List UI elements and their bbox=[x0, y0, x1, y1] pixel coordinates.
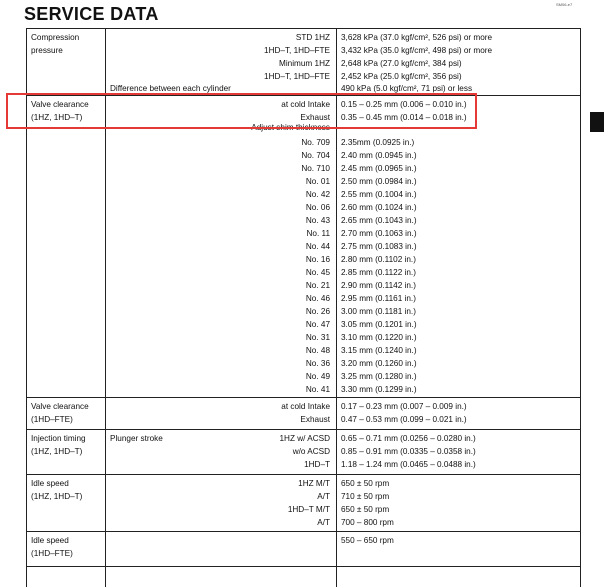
spec-column bbox=[106, 532, 337, 566]
label-line: Compression bbox=[31, 33, 80, 42]
shim-number: No. 49 bbox=[305, 372, 330, 381]
shim-number: No. 709 bbox=[301, 138, 330, 147]
value-text: 650 ± 50 rpm bbox=[341, 505, 390, 514]
spec-text: 1HZ M/T bbox=[298, 479, 330, 488]
spec-column bbox=[106, 567, 337, 587]
spec-text: at cold Intake bbox=[281, 402, 330, 411]
spec-text: STD 1HZ bbox=[295, 33, 330, 42]
spec-text: at cold Intake bbox=[281, 100, 330, 109]
label-line: (1HD–FTE) bbox=[31, 415, 73, 424]
shim-number: No. 36 bbox=[305, 359, 330, 368]
spec-text: w/o ACSD bbox=[292, 447, 330, 456]
shim-thickness: 3.05 mm (0.1201 in.) bbox=[341, 320, 417, 329]
shim-thickness: 2.35mm (0.0925 in.) bbox=[341, 138, 415, 147]
section-label bbox=[27, 96, 106, 397]
section-injection-timing bbox=[27, 430, 580, 475]
spec-left-text: Plunger stroke bbox=[110, 434, 163, 443]
value-column bbox=[337, 532, 580, 566]
label-line: Idle speed bbox=[31, 479, 69, 488]
shim-thickness: 2.85 mm (0.1122 in.) bbox=[341, 268, 416, 277]
spec-left-text: Difference between each cylinder bbox=[110, 84, 231, 93]
value-text: 0.15 – 0.25 mm (0.006 – 0.010 in.) bbox=[341, 100, 467, 109]
value-column bbox=[337, 430, 580, 474]
spec-text: Minimum 1HZ bbox=[279, 59, 330, 68]
spec-column bbox=[106, 398, 337, 429]
value-text: 710 ± 50 rpm bbox=[341, 492, 390, 501]
shim-number: No. 44 bbox=[305, 242, 330, 251]
section-cutoff bbox=[27, 567, 580, 587]
shim-thickness: 3.00 mm (0.1181 in.) bbox=[341, 307, 416, 316]
value-text: 3,432 kPa (35.0 kgf/cm², 498 psi) or more bbox=[341, 46, 493, 55]
shim-number: No. 01 bbox=[305, 177, 330, 186]
spec-column bbox=[106, 96, 337, 397]
shim-thickness: 2.50 mm (0.0984 in.) bbox=[341, 177, 417, 186]
value-text: 2,452 kPa (25.0 kgf/cm², 356 psi) bbox=[341, 72, 462, 81]
highlight-box bbox=[6, 93, 477, 129]
section-tab-marker bbox=[590, 112, 604, 132]
section-label bbox=[27, 430, 106, 474]
spec-text: 1HZ w/ ACSD bbox=[279, 434, 330, 443]
shim-number: No. 31 bbox=[305, 333, 330, 342]
shim-number: No. 704 bbox=[301, 151, 330, 160]
section-label bbox=[27, 398, 106, 429]
value-text: 650 ± 50 rpm bbox=[341, 479, 390, 488]
label-line: Valve clearance bbox=[31, 402, 89, 411]
label-line: Valve clearance bbox=[31, 100, 89, 109]
section-label bbox=[27, 567, 106, 587]
spec-column bbox=[106, 430, 337, 474]
shim-number: No. 21 bbox=[305, 281, 330, 290]
shim-thickness: 3.10 mm (0.1220 in.) bbox=[341, 333, 417, 342]
shim-number: No. 47 bbox=[305, 320, 330, 329]
label-line: (1HD–FTE) bbox=[31, 549, 73, 558]
shim-number: No. 46 bbox=[305, 294, 330, 303]
shim-number: No. 06 bbox=[305, 203, 330, 212]
value-text: 0.17 – 0.23 mm (0.007 – 0.009 in.) bbox=[341, 402, 467, 411]
shim-thickness: 3.25 mm (0.1280 in.) bbox=[341, 372, 417, 381]
section-label bbox=[27, 475, 106, 531]
spec-text: Adjust shim thickness bbox=[251, 123, 330, 132]
value-column bbox=[337, 475, 580, 531]
spec-text: A/T bbox=[317, 518, 330, 527]
section-label bbox=[27, 532, 106, 566]
shim-number: No. 42 bbox=[305, 190, 330, 199]
value-column bbox=[337, 96, 580, 397]
value-text: 0.35 – 0.45 mm (0.014 – 0.018 in.) bbox=[341, 113, 467, 122]
value-text: 490 kPa (5.0 kgf/cm², 71 psi) or less bbox=[341, 84, 473, 93]
spec-column bbox=[106, 475, 337, 531]
value-text: 0.65 – 0.71 mm (0.0256 – 0.0280 in.) bbox=[341, 434, 476, 443]
section-valve-clearance-1hz bbox=[27, 96, 580, 398]
shim-thickness: 2.65 mm (0.1043 in.) bbox=[341, 216, 417, 225]
value-text: 700 – 800 rpm bbox=[341, 518, 394, 527]
label-line: (1HZ, 1HD–T) bbox=[31, 492, 83, 501]
shim-number: No. 43 bbox=[305, 216, 330, 225]
shim-thickness: 3.15 mm (0.1240 in.) bbox=[341, 346, 417, 355]
shim-number: No. 45 bbox=[305, 268, 330, 277]
shim-number: No. 11 bbox=[306, 229, 330, 238]
spec-column bbox=[106, 29, 337, 95]
shim-thickness: 2.90 mm (0.1142 in.) bbox=[341, 281, 416, 290]
label-line: (1HZ, 1HD–T) bbox=[31, 447, 83, 456]
section-idle-speed-1hz bbox=[27, 475, 580, 532]
label-line: Injection timing bbox=[31, 434, 86, 443]
spec-text: 1HD–T, 1HD–FTE bbox=[264, 72, 330, 81]
label-line: pressure bbox=[31, 46, 63, 55]
label-line: (1HZ, 1HD–T) bbox=[31, 113, 83, 122]
value-text: 1.18 – 1.24 mm (0.0465 – 0.0488 in.) bbox=[341, 460, 476, 469]
value-column bbox=[337, 398, 580, 429]
shim-number: No. 16 bbox=[305, 255, 330, 264]
shim-thickness: 3.20 mm (0.1260 in.) bbox=[341, 359, 417, 368]
shim-thickness: 2.55 mm (0.1004 in.) bbox=[341, 190, 417, 199]
section-label bbox=[27, 29, 106, 95]
shim-thickness: 2.60 mm (0.1024 in.) bbox=[341, 203, 417, 212]
shim-thickness: 2.80 mm (0.1102 in.) bbox=[341, 255, 416, 264]
page-title: SERVICE DATA bbox=[24, 4, 159, 24]
value-text: 550 – 650 rpm bbox=[341, 536, 394, 545]
label-line: Idle speed bbox=[31, 536, 69, 545]
shim-thickness: 2.70 mm (0.1063 in.) bbox=[341, 229, 417, 238]
spec-text: Exhaust bbox=[300, 113, 330, 122]
spec-text: Exhaust bbox=[300, 415, 330, 424]
value-text: 2,648 kPa (27.0 kgf/cm², 384 psi) bbox=[341, 59, 462, 68]
shim-number: No. 26 bbox=[305, 307, 330, 316]
shim-number: No. 48 bbox=[305, 346, 330, 355]
value-text: 3,628 kPa (37.0 kgf/cm², 526 psi) or more bbox=[341, 33, 493, 42]
value-text: 0.47 – 0.53 mm (0.099 – 0.021 in.) bbox=[341, 415, 467, 424]
spec-text: A/T bbox=[317, 492, 330, 501]
section-compression-pressure bbox=[27, 29, 580, 96]
document-code: SM06-e7 bbox=[556, 2, 573, 7]
shim-thickness: 2.75 mm (0.1083 in.) bbox=[341, 242, 417, 251]
spec-text: 1HD–T M/T bbox=[287, 505, 330, 514]
shim-number: No. 710 bbox=[301, 164, 330, 173]
shim-number: No. 41 bbox=[305, 385, 330, 394]
shim-thickness: 3.30 mm (0.1299 in.) bbox=[341, 385, 417, 394]
value-text: 0.85 – 0.91 mm (0.0335 – 0.0358 in.) bbox=[341, 447, 476, 456]
shim-thickness: 2.40 mm (0.0945 in.) bbox=[341, 151, 417, 160]
section-valve-clearance-1hd-fte bbox=[27, 398, 580, 430]
value-column bbox=[337, 29, 580, 95]
spec-text: 1HD–T, 1HD–FTE bbox=[264, 46, 330, 55]
shim-thickness: 2.45 mm (0.0965 in.) bbox=[341, 164, 417, 173]
shim-thickness: 2.95 mm (0.1161 in.) bbox=[341, 294, 416, 303]
spec-text: 1HD–T bbox=[304, 460, 330, 469]
